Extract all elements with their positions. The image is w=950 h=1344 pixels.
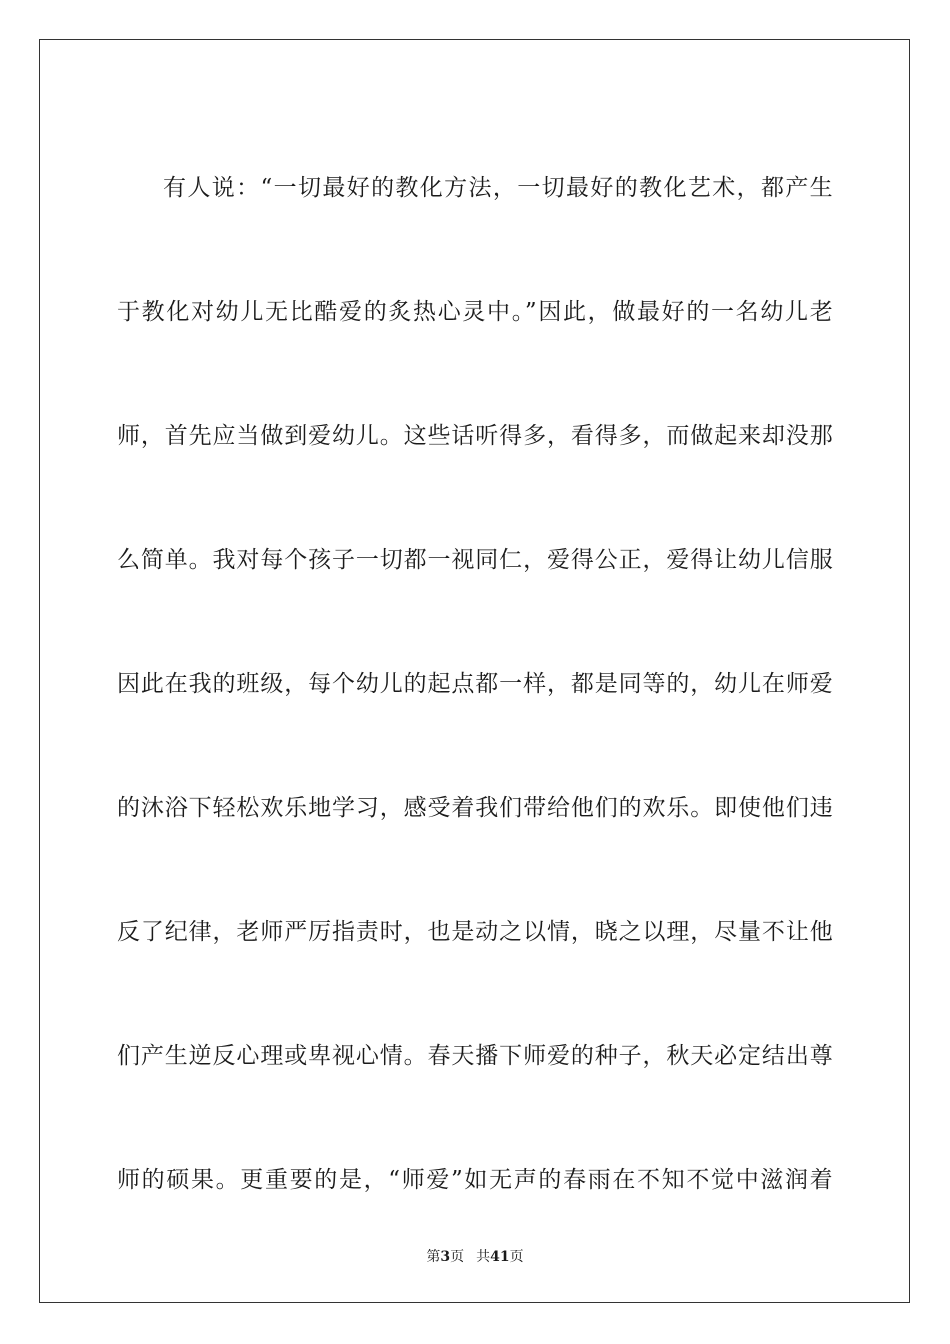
- total-pages: 41: [490, 1249, 510, 1265]
- paragraph-line: 们产生逆反心理或卑视心情。春天播下师爱的种子，秋天必定结出尊: [117, 1043, 833, 1069]
- document-body: [117, 126, 833, 1242]
- page-suffix: 页: [450, 1249, 465, 1265]
- paragraph-line: 师的硕果。更重要的是，“师爱”如无声的春雨在不知不觉中滋润着: [117, 1167, 833, 1193]
- page-footer: [0, 1247, 950, 1267]
- page-prefix: 第: [426, 1249, 441, 1265]
- paragraph-line: 师，首先应当做到爱幼儿。这些话听得多，看得多，而做起来却没那: [117, 423, 833, 449]
- total-suffix: 页: [509, 1249, 524, 1265]
- paragraph-line: 么简单。我对每个孩子一切都一视同仁，爱得公正，爱得让幼儿信服: [117, 547, 833, 573]
- paragraph-line: 有人说：“一切最好的教化方法，一切最好的教化艺术，都产生: [163, 175, 833, 201]
- paragraph-line: 因此在我的班级，每个幼儿的起点都一样，都是同等的，幼儿在师爱: [117, 671, 833, 697]
- paragraph-line: 的沐浴下轻松欢乐地学习，感受着我们带给他们的欢乐。即使他们违: [117, 795, 833, 821]
- total-prefix: 共: [476, 1249, 491, 1265]
- page-number: 3: [440, 1249, 451, 1265]
- paragraph-line: 于教化对幼儿无比酷爱的炙热心灵中。”因此，做最好的一名幼儿老: [117, 299, 833, 325]
- paragraph-line: 反了纪律，老师严厉指责时，也是动之以情，晓之以理，尽量不让他: [117, 919, 833, 945]
